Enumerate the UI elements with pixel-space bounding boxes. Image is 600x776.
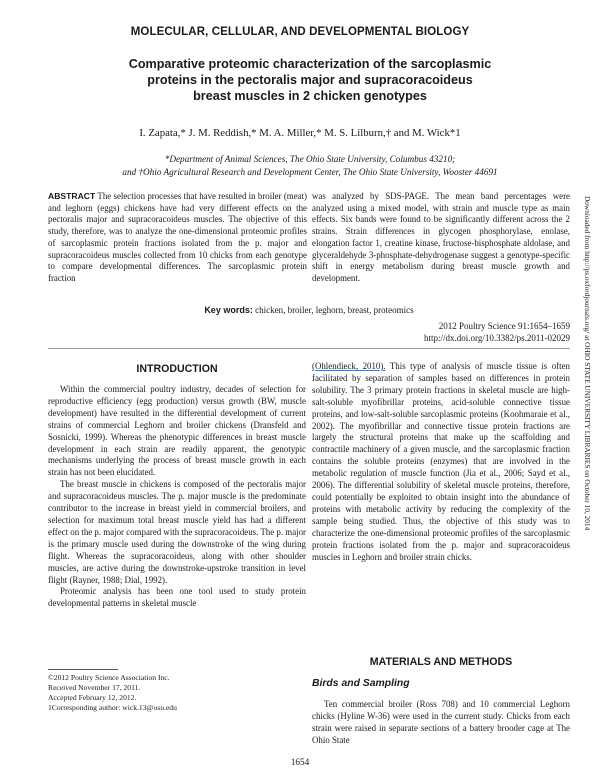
abstract-label: ABSTRACT — [48, 191, 96, 201]
abstract-text-left: The selection processes that have resulted in broiler (meat) and leghorn (eggs) chickens have had very different effects on the pectoralis major and supracoracoideus muscles. The objective of this study, therefore, was to analyze the one-dimensional proteomic profiles of sarcoplasmic protein fractions isolated from the p. major and supracoracoideus muscles collected from 10 chicks from each genotype to compare developmental differences. The sarcoplasmic protein fraction — [48, 191, 307, 283]
footnote-copyright: ©2012 Poultry Science Association Inc. — [48, 673, 170, 682]
methods-body — [312, 699, 570, 747]
introduction-heading: INTRODUCTION — [136, 363, 218, 375]
citation-block — [270, 320, 570, 344]
doi-link[interactable]: http://dx.doi.org/10.3382/ps.2011-02029 — [423, 333, 570, 343]
paragraph: Ten commercial broiler (Ross 708) and 10 commercial Leghorn chicks (Hyline W-36) were used in the current study. Chicks from each strain were raised in separate sections of a battery brooder cage at The Ohio State — [312, 699, 570, 745]
birds-sampling-subheading: Birds and Sampling — [312, 678, 410, 689]
article-title — [60, 56, 560, 104]
affiliation-line: and †Ohio Agricultural Research and Development Center, The Ohio State University, Wooster 44691 — [122, 166, 498, 177]
author-list: I. Zapata,* J. M. Reddish,* M. A. Miller,* M. S. Lilburn,† and M. Wick*1 — [139, 127, 461, 139]
introduction-body-left — [48, 384, 306, 610]
journal-citation: 2012 Poultry Science 91:1654–1659 — [438, 321, 570, 331]
abstract-right-column: was analyzed by SDS-PAGE. The mean band percentages were analyzed using a mixed model, with strain and muscle type as main effects. Six bands were found to be significantly different across the 2 strains. Strain differences in glycogen phosphorylase, enolase, elongation factor 1, creatine kinase, fructose-bisphosphate aldolase, and glyceraldehyde 3-phosphate-dehydrogenase suggest a genotype-specific shift in energy metabolism during breast muscle growth and development. — [312, 191, 570, 283]
title-line: breast muscles in 2 chicken genotypes — [193, 89, 427, 103]
paragraph: Within the commercial poultry industry, decades of selection for reproductive efficiency (egg production) versus growth (BW, muscle development) have resulted in the differential development of current strains of commercial Leghorn and broiler chickens (Dransfeld and Sosnicki, 1999). Whereas the phenotypic differences in breast muscle development in each strain are readily apparent, the genotypic mechanisms underlying the process of breast muscle growth in each strain has not been elucidated. — [48, 384, 306, 478]
introduction-column-right — [312, 361, 570, 563]
section-divider — [48, 348, 570, 349]
keywords-text: chicken, broiler, leghorn, breast, proteomics — [255, 305, 414, 315]
abstract-left-column — [48, 191, 307, 285]
paragraph — [312, 361, 570, 563]
keywords — [48, 305, 570, 315]
methods-heading: MATERIALS AND METHODS — [369, 656, 513, 668]
footnote-divider — [48, 669, 118, 670]
introduction-column-left — [48, 363, 306, 610]
keywords-label: Key words: — [204, 305, 253, 315]
download-watermark: Downloaded from http://ps.oxfordjournals.org/ at OHIO STATE UNIVERSITY LIBRARIES on October 10, 2014 — [583, 196, 592, 531]
paragraph: The breast muscle in chickens is composed of the pectoralis major and supracoracoideus muscles. The p. major muscle is the predominate contributor to the increase in breast yield in commercial broilers, and selection for maximum total breast muscle yield has had a different effect on the p. major compared with the supracoracoideus. The p. major is the primary muscle used during the downstroke of the wing during flight. Whereas the supracoracoideus, along with other shoulder muscles, are active during the downstroke-upstroke transition in level flight (Rayner, 1988; Dial, 1992). — [48, 479, 306, 585]
page-number: 1654 — [290, 757, 310, 767]
journal-section-heading: MOLECULAR, CELLULAR, AND DEVELOPMENTAL BIOLOGY — [130, 26, 470, 38]
reference-link[interactable]: (Ohlendieck, 2010). — [312, 361, 386, 371]
footnotes — [48, 673, 306, 713]
paragraph-text: This type of analysis of muscle tissue is often facilitated by separation of samples based on differences in protein solubility. The 3 primary protein fractions in skeletal muscle are high-salt-soluble myofibrillar proteins, acid-soluble connective tissue proteins, and low-salt-soluble sarcoplasmic proteins (Koohmaraie et al., 2002). The myofibrillar and connective tissue protein fractions are largely the structural proteins that make up the scaffolding and contractile machinery of a given muscle, and the sarcoplasmic fraction contains the soluble proteins (enzymes) that are involved in the metabolic regulation of muscle function (Jia et al., 2006; Sayd et al., 2006). The differential solubility of skeletal muscle proteins, therefore, could potentially be exploited to obtain insight into the abundance of proteins with metabolic activity by reducing the complexity of the sample being studied. Thus, the objective of this study was to characterize the one-dimensional proteomic profiles of the sarcoplasmic protein fractions isolated from the p. major and supracoracoideus muscles in Leghorn and broiler strain chicks. — [312, 361, 570, 562]
title-line: Comparative proteomic characterization of the sarcoplasmic — [128, 57, 492, 71]
title-line: proteins in the pectoralis major and supracoracoideus — [147, 73, 473, 87]
footnote-received: Received November 17, 2011. — [48, 683, 141, 692]
footnote-corresponding-author: 1Corresponding author: wick.13@osu.edu — [48, 703, 177, 712]
affiliation-line: *Department of Animal Sciences, The Ohio State University, Columbus 43210; — [164, 154, 456, 164]
footnote-accepted: Accepted February 12, 2012. — [48, 693, 137, 702]
affiliations — [40, 153, 580, 178]
paragraph: Proteomic analysis has been one tool used to study protein developmental patterns in skeletal muscle — [48, 586, 306, 609]
